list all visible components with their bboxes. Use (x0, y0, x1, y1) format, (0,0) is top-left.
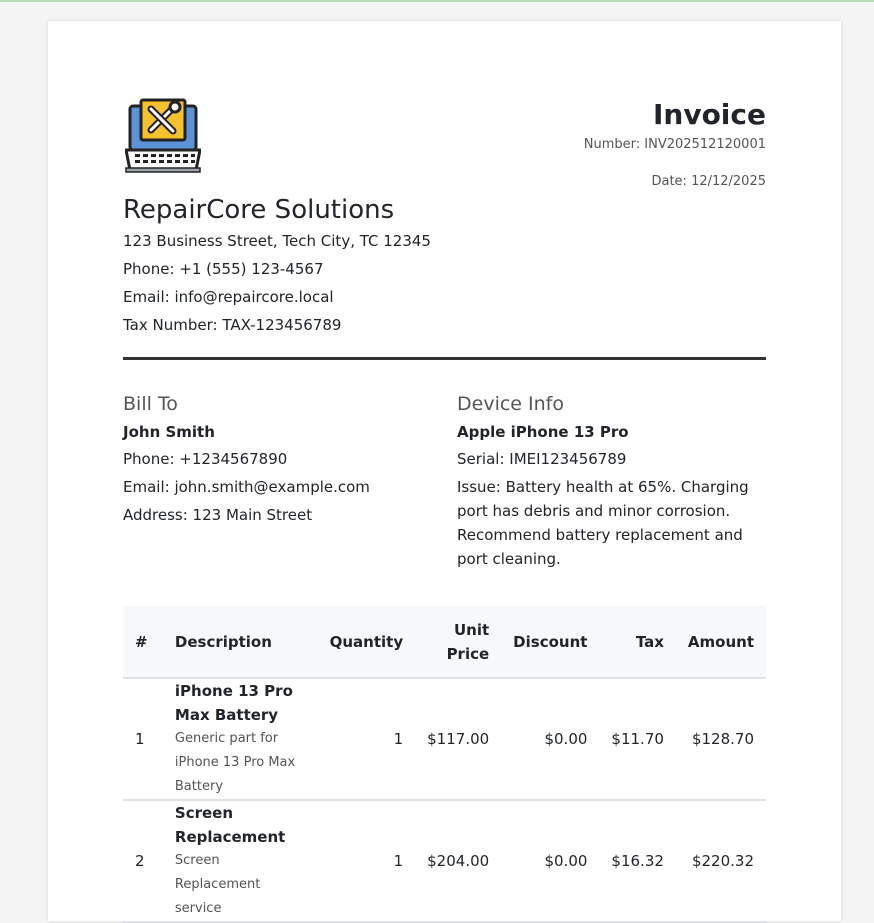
row-discount: $0.00 (501, 678, 599, 800)
row-description (163, 678, 318, 800)
device-info-section (457, 390, 767, 571)
table-row (123, 800, 766, 922)
header-discount: Discount (501, 606, 599, 678)
invoice-date: Date: 12/12/2025 (651, 174, 766, 189)
row-tax: $16.32 (599, 800, 676, 922)
invoice-header (584, 97, 766, 191)
customer-email: Email: john.smith@example.com (123, 478, 370, 496)
laptop-repair-tools-icon (125, 98, 201, 174)
row-number: 2 (123, 800, 163, 922)
customer-name: John Smith (123, 423, 215, 441)
device-name: Apple iPhone 13 Pro (457, 423, 629, 441)
header-tax: Tax (599, 606, 676, 678)
row-tax: $11.70 (599, 678, 676, 800)
company-address: 123 Business Street, Tech City, TC 12345 (123, 232, 431, 250)
device-issue: Issue: Battery health at 65%. Charging port has debris and minor corrosion. Recommend battery replacement and port cleaning. (457, 478, 749, 568)
company-name: RepairCore Solutions (123, 195, 395, 225)
row-quantity: 1 (318, 800, 416, 922)
customer-phone: Phone: +1234567890 (123, 450, 288, 468)
company-phone: Phone: +1 (555) 123-4567 (123, 260, 324, 278)
header-unit-price: Unit Price (415, 606, 501, 678)
bill-to-title: Bill To (123, 393, 178, 415)
header-number: # (123, 606, 163, 678)
row-discount: $0.00 (501, 800, 599, 922)
company-email: Email: info@repaircore.local (123, 288, 334, 306)
company-info (123, 193, 523, 339)
bill-to-section (123, 390, 433, 529)
item-name: Screen Replacement (174, 804, 286, 846)
row-amount: $128.70 (676, 678, 766, 800)
table-row (123, 678, 766, 800)
header-amount: Amount (676, 606, 766, 678)
row-amount: $220.32 (676, 800, 766, 922)
row-quantity: 1 (318, 678, 416, 800)
invoice-number: Number: INV202512120001 (583, 137, 766, 152)
item-description: Screen Replacement service (174, 853, 261, 916)
table-header-row (123, 606, 766, 678)
row-unit-price: $117.00 (415, 678, 501, 800)
invoice-page (48, 21, 841, 921)
row-number: 1 (123, 678, 163, 800)
row-unit-price: $204.00 (415, 800, 501, 922)
item-description: Generic part for iPhone 13 Pro Max Battery (174, 731, 296, 794)
customer-address: Address: 123 Main Street (123, 506, 313, 524)
company-tax-number: Tax Number: TAX-123456789 (123, 316, 342, 334)
header-divider (123, 357, 766, 360)
device-info-title: Device Info (457, 393, 564, 415)
item-name: iPhone 13 Pro Max Battery (174, 682, 293, 724)
row-description (163, 800, 318, 922)
header-quantity: Quantity (318, 606, 416, 678)
device-serial: Serial: IMEI123456789 (457, 450, 627, 468)
invoice-title: Invoice (652, 98, 766, 131)
top-border (0, 0, 874, 2)
invoice-items-table (123, 606, 766, 923)
header-description: Description (163, 606, 318, 678)
